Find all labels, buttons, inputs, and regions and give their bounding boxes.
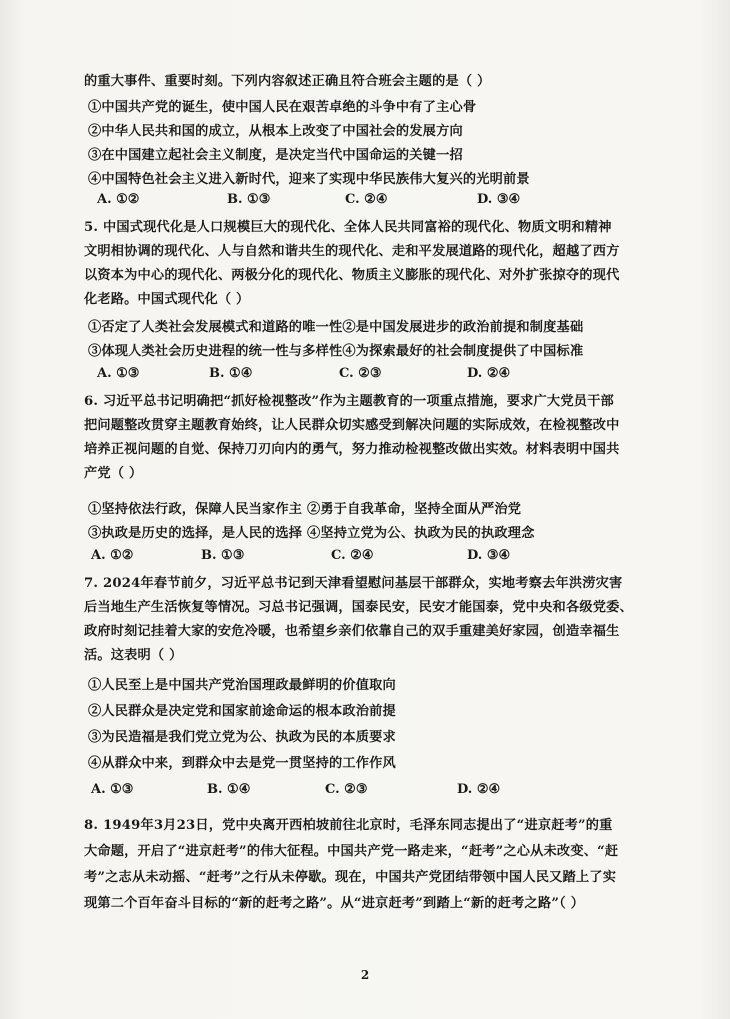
q7-line-2: 后当地生产生活恢复等情况。习总书记强调，国泰民安，民安才能国泰，党中央和各级党委、 — [84, 600, 633, 615]
q6-option-b: B. ①③ — [201, 548, 245, 563]
q7-option-d: D. ②④ — [457, 782, 501, 797]
q7-line-4: 活。这表明（ ） — [84, 648, 183, 663]
q5-choice-12: ①否定了人类社会发展模式和道路的唯一性②是中国发展进步的政治前提和制度基础 — [88, 320, 584, 335]
q5-line-2: 文明相协调的现代化、人与自然和谐共生的现代化、走和平发展道路的现代化，超越了西方 — [84, 244, 620, 259]
q7-choice-1: ①人民至上是中国共产党治国理政最鲜明的价值取向 — [88, 678, 396, 693]
q6-choice-12: ①坚持依法行政，保障人民当家作主 ②勇于自我革命，坚持全面从严治党 — [88, 502, 522, 517]
q4-option-c: C. ②④ — [345, 192, 388, 207]
q5-option-d: D. ②④ — [467, 366, 511, 381]
q5-choice-34: ③体现人类社会历史进程的统一性与多样性④为探索最好的社会制度提供了中国标准 — [88, 344, 584, 359]
q4-options — [97, 192, 697, 212]
q7-option-b: B. ①④ — [207, 782, 251, 797]
q8-line-2: 大命题，开启了“进京赶考”的伟大征程。中国共产党一路走来，“赶考”之心从未改变、“赶 — [84, 844, 619, 859]
q4-option-b: B. ①③ — [227, 192, 271, 207]
q5-line-3: 以资本为中心的现代化、两极分化的现代化、物质主义膨胀的现代化、对外扩张掠夺的现代 — [84, 268, 620, 283]
q5-option-a: A. ①③ — [97, 366, 140, 381]
q4-choice-1: ①中国共产党的诞生，使中国人民在艰苦卓绝的斗争中有了主心骨 — [88, 100, 477, 115]
q5-option-b: B. ①④ — [209, 366, 253, 381]
q5-line-1: 5. 中国式现代化是人口规模巨大的现代化、全体人民共同富裕的现代化、物质文明和精神 — [84, 220, 612, 235]
q6-line-3: 培养正视问题的自觉、保持刀刃向内的勇气，努力推动检视整改做出实效。材料表明中国共 — [84, 442, 620, 457]
q7-choice-4: ④从群众中来，到群众中去是党一贯坚持的工作作风 — [88, 756, 396, 771]
q6-option-d: D. ③④ — [467, 548, 511, 563]
q5-options — [97, 366, 697, 386]
q6-line-2: 把问题整改贯穿主题教育始终，让人民群众切实感受到解决问题的实际成效，在检视整改中 — [84, 418, 620, 433]
q7-option-a: A. ①③ — [91, 782, 134, 797]
q8-line-4: 现第二个百年奋斗目标的“新的赶考之路”。从“进京赶考”到踏上“新的赶考之路”（ ） — [84, 896, 585, 911]
page-number: 2 — [360, 968, 370, 982]
q4-option-d: D. ③④ — [477, 192, 521, 207]
q5-option-c: C. ②③ — [339, 366, 382, 381]
q7-choice-2: ②人民群众是决定党和国家前途命运的根本政治前提 — [88, 704, 396, 719]
q7-line-1: 7. 2024年春节前夕，习近平总书记到天津看望慰问基层干部群众，实地考察去年洪涝灾害 — [84, 576, 623, 591]
q7-option-c: C. ②③ — [325, 782, 368, 797]
q4-choice-4: ④中国特色社会主义进入新时代，迎来了实现中华民族伟大复兴的光明前景 — [88, 172, 530, 187]
q7-line-3: 政府时刻记挂着大家的安危冷暖，也希望乡亲们依靠自己的双手重建美好家园，创造幸福生 — [84, 624, 620, 639]
q6-choice-34: ③执政是历史的选择，是人民的选择 ④坚持立党为公、执政为民的执政理念 — [88, 526, 535, 541]
q4-option-a: A. ①② — [97, 192, 140, 207]
q5-line-4: 化老路。中国式现代化（ ） — [84, 292, 250, 307]
q7-choice-3: ③为民造福是我们党立党为公、执政为民的本质要求 — [88, 730, 396, 745]
q6-option-c: C. ②④ — [331, 548, 374, 563]
q4-line-1: 的重大事件、重要时刻。下列内容叙述正确且符合班会主题的是（ ） — [84, 74, 491, 89]
q7-options — [91, 782, 697, 802]
q4-choice-3: ③在中国建立起社会主义制度，是决定当代中国命运的关键一招 — [88, 148, 463, 163]
q6-line-1: 6. 习近平总书记明确把“抓好检视整改”作为主题教育的一项重点措施，要求广大党员干部 — [84, 394, 614, 409]
q6-option-a: A. ①② — [91, 548, 134, 563]
q6-line-4: 产党（ ） — [84, 466, 143, 481]
q8-line-3: 考”之志从未动摇、“赶考”之行从未停歇。现在，中国共产党团结带领中国人民又踏上了实 — [84, 870, 617, 885]
q4-choice-2: ②中华人民共和国的成立，从根本上改变了中国社会的发展方向 — [88, 124, 463, 139]
q8-line-1: 8. 1949年3月23日，党中央离开西柏坡前往北京时，毛泽东同志提出了“进京赶考”的重 — [84, 818, 613, 833]
q6-options — [91, 548, 697, 568]
